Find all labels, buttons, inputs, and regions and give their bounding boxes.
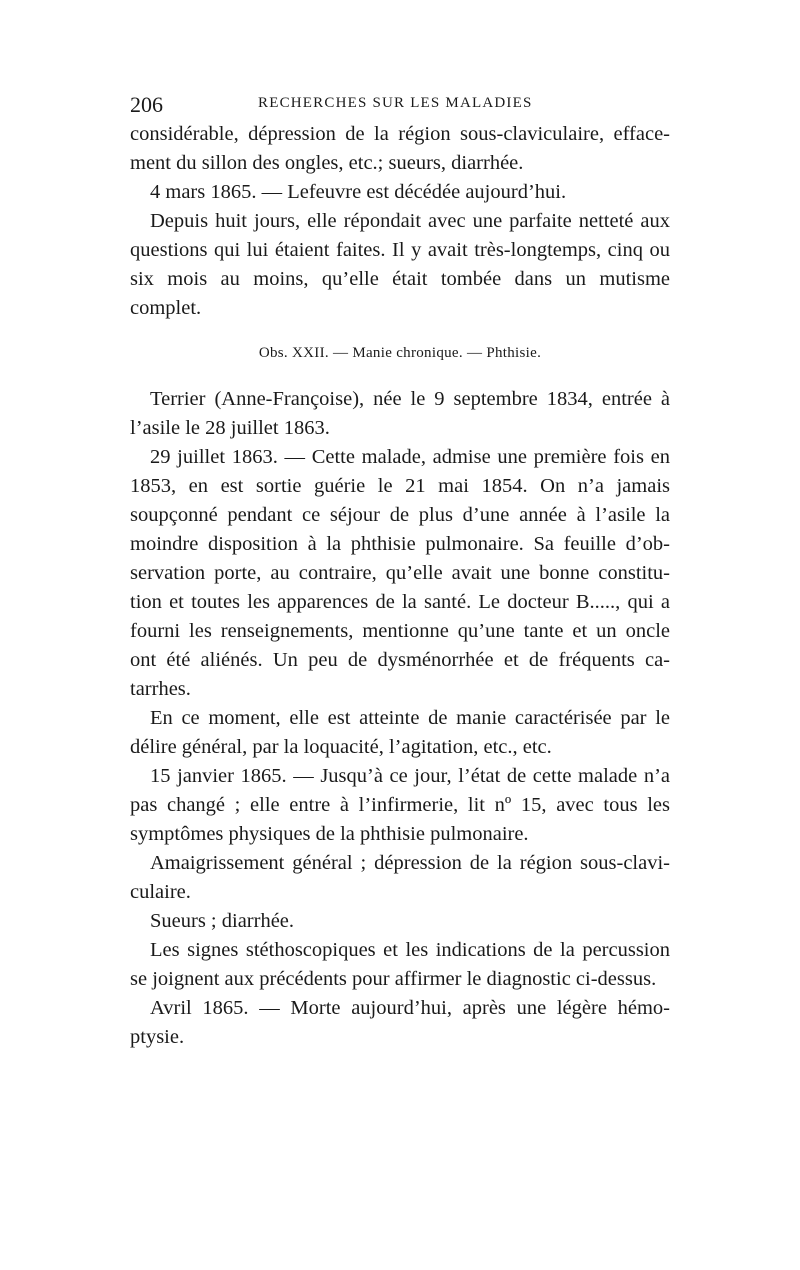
paragraph: 4 mars 1865. — Lefeuvre est décédée aujourd’hui. bbox=[150, 181, 567, 203]
paragraph: Sueurs ; diarrhée. bbox=[150, 910, 295, 932]
page-body bbox=[130, 120, 670, 1052]
paragraph: Depuis huit jours, elle répondait avec une parfaite netteté aux questions qui lui étaient faites. Il y avait très-longtemps, cinq ou six mois au moins, qu’elle était tombée dans un mutisme complet. bbox=[130, 210, 670, 319]
paragraph: Terrier (Anne-Françoise), née le 9 septembre 1834, entrée à l’asile le 28 juillet 1863. bbox=[130, 388, 670, 439]
running-head: RECHERCHES SUR LES MALADIES bbox=[258, 95, 533, 111]
observation-heading: Obs. XXII. — Manie chronique. — Phthisie. bbox=[258, 345, 542, 361]
paragraph: En ce moment, elle est atteinte de manie caractérisée par le délire général, par la loquacité, l’agitation, etc., etc. bbox=[130, 707, 670, 758]
paragraph: Les signes stéthoscopiques et les indications de la percussion se joignent aux précédents pour affirmer le diagnostic ci-dessus. bbox=[130, 939, 670, 990]
paragraph: Avril 1865. — Morte aujourd’hui, après une légère hémo-ptysie. bbox=[130, 997, 670, 1048]
paragraph: 29 juillet 1863. — Cette malade, admise une première fois en 1853, en est sortie guérie le 21 mai 1854. On n’a jamais soupçonné pendant ce séjour de plus d’une année à l’asile la moindre disposition à la phthisie pulmonaire. Sa feuille d’ob-servation porte, au contraire, qu’elle avait une bonne constitu-tion et toutes les apparences de la santé. Le docteur B....., qui a fourni les renseignements, mentionne qu’une tante et un oncle ont été aliénés. Un peu de dysménorrhée et de fréquents ca-tarrhes. bbox=[130, 446, 670, 700]
paragraph: 15 janvier 1865. — Jusqu’à ce jour, l’état de cette malade n’a pas changé ; elle entre à l’infirmerie, lit nº 15, avec tous les symptômes physiques de la phthisie pulmonaire. bbox=[130, 765, 670, 845]
page-header bbox=[130, 92, 670, 116]
paragraph-continuation: considérable, dépression de la région sous-claviculaire, efface-ment du sillon des ongles, etc.; sueurs, diarrhée. bbox=[130, 123, 670, 174]
paragraph: Amaigrissement général ; dépression de la région sous-clavi-culaire. bbox=[130, 852, 670, 903]
page-number: 206 bbox=[130, 92, 163, 117]
